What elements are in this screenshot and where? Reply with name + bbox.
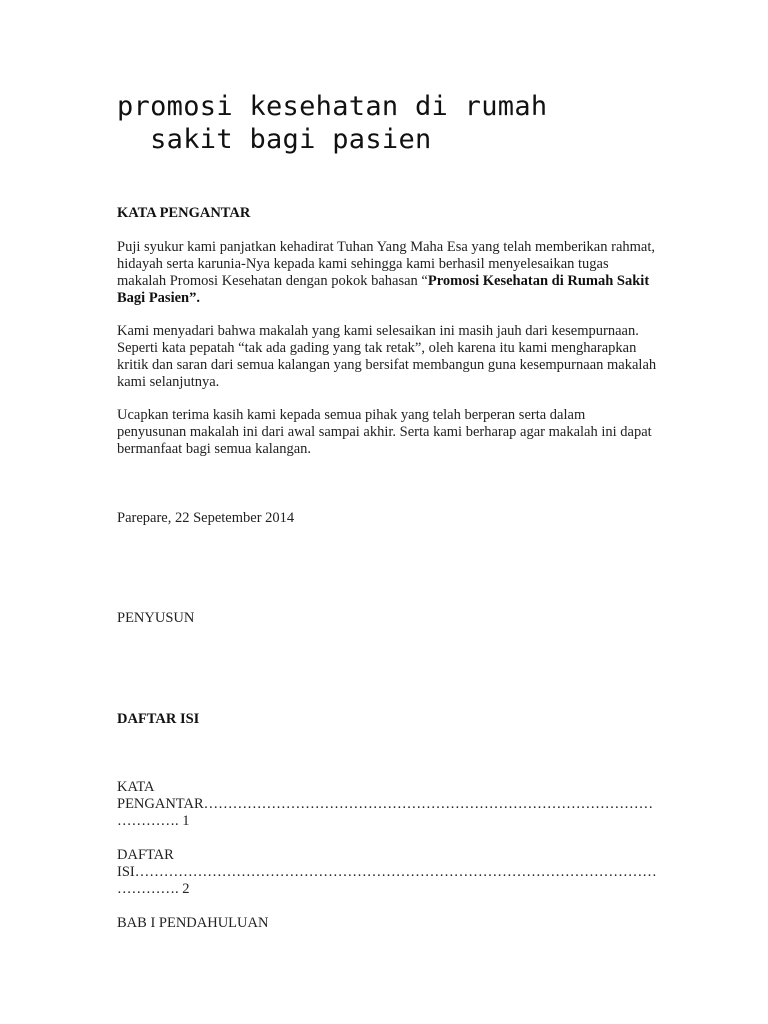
toc-entry-page: …………. 2 (117, 881, 190, 897)
toc-entry-title-line-2: ISI……………………………………………………………………………………………… (117, 864, 657, 880)
preface-paragraph-1 (117, 239, 657, 307)
toc-entry-page: …………. 1 (117, 813, 190, 829)
document-title (117, 90, 547, 156)
toc-entry (117, 847, 657, 898)
author-label: PENYUSUN (117, 610, 195, 626)
preface-paragraph-1-bold: Promosi Kesehatan di Rumah Sakit Bagi Pasien”. (117, 273, 650, 306)
toc-entry-title-line-1: KATA (117, 779, 155, 795)
toc-entry-title-line-1: DAFTAR (117, 847, 174, 863)
document-title-line-1: promosi kesehatan di rumah (117, 91, 548, 122)
place-date: Parepare, 22 Sepetember 2014 (117, 510, 295, 526)
toc-entry-title-line-2: PENGANTAR………………………………………………………………………………… (117, 796, 654, 812)
toc-heading: DAFTAR ISI (117, 711, 200, 727)
preface-paragraph-2: Kami menyadari bahwa makalah yang kami selesaikan ini masih jauh dari kesempurnaan. Seperti kata pepatah “tak ada gading yang tak retak”, oleh karena itu kami mengharapkan kritik dan saran dari semua kalangan yang bersifat membangun guna kesempurnaan makalah kami selanjutnya. (117, 323, 657, 390)
preface-paragraph-3: Ucapkan terima kasih kami kepada semua pihak yang telah berperan serta dalam penyusunan makalah ini dari awal sampai akhir. Serta kami berharap agar makalah ini dapat bermanfaat bagi semua kalangan. (117, 407, 652, 457)
preface-paragraph-1-text: Puji syukur kami panjatkan kehadirat Tuhan Yang Maha Esa yang telah memberikan rahmat, hidayah serta karunia-Nya kepada kami sehingga kami berhasil menyelesaikan tugas makalah Promosi Kesehatan dengan pokok bahasan “ (117, 239, 656, 289)
document-title-line-2: sakit bagi pasien (117, 124, 432, 155)
preface-heading: KATA PENGANTAR (117, 205, 251, 221)
toc-entry (117, 779, 657, 830)
chapter-heading: BAB I PENDAHULUAN (117, 915, 269, 931)
